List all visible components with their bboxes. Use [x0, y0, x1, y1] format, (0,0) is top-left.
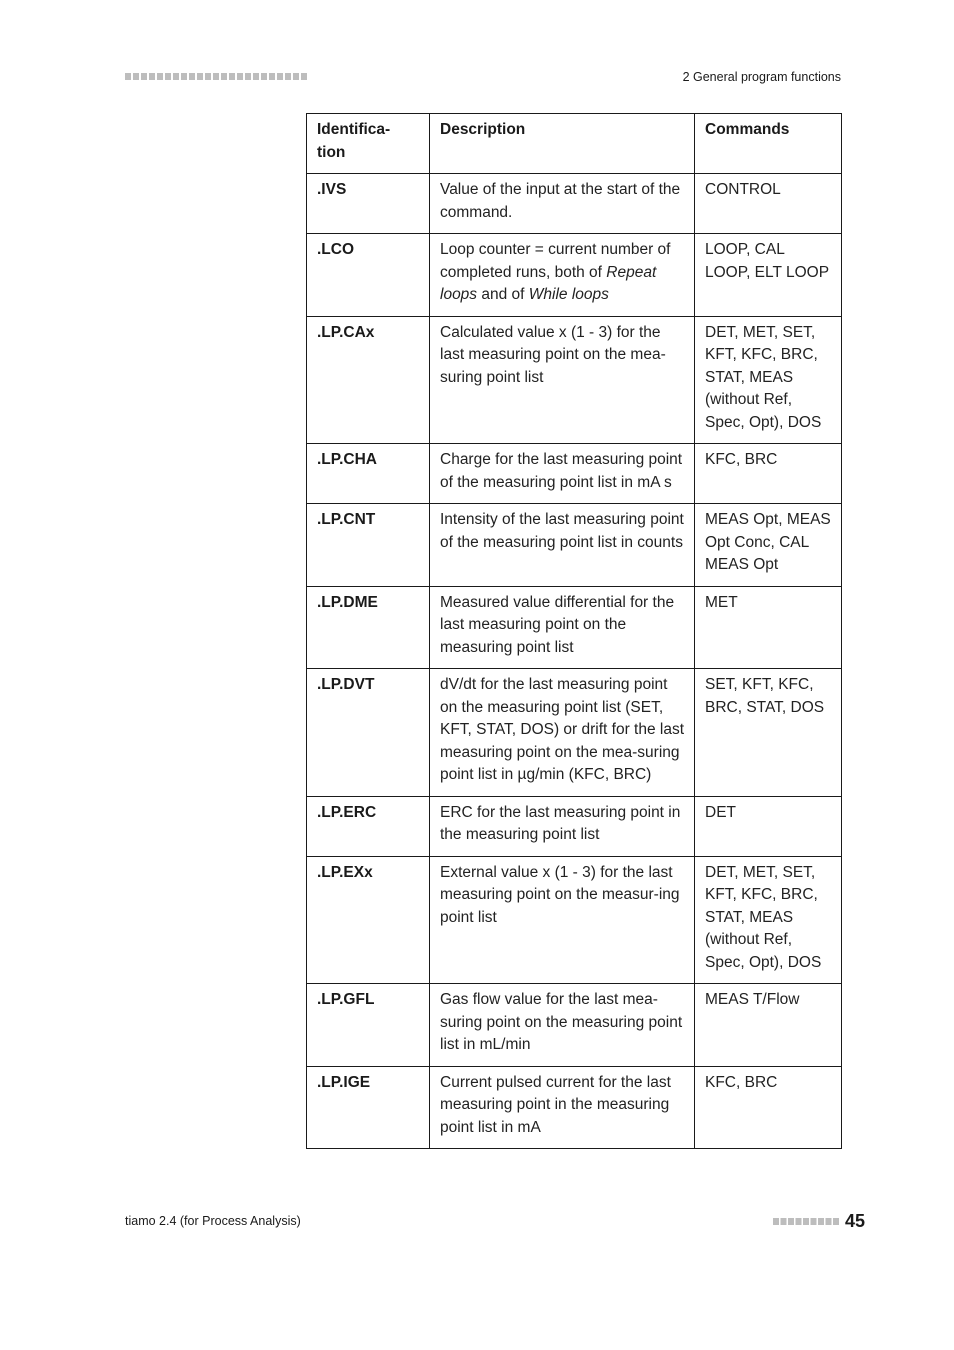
- identification-cell: .LCO: [307, 234, 430, 317]
- description-text: Loop counter = current number of completed runs, both of: [440, 241, 671, 281]
- commands-cell: MEAS T/Flow: [695, 984, 842, 1067]
- commands-cell: MEAS Opt, MEAS Opt Conc, CAL MEAS Opt: [695, 504, 842, 587]
- table-row: [307, 234, 842, 317]
- description-text: dV/dt for the last measuring point on the measuring point list (SET, KFT, STAT, DOS) or drift for the last measuring point on the mea-suring point list in µg/min (KFC, BRC): [440, 676, 685, 783]
- identification-cell: .IVS: [307, 174, 430, 234]
- identification-cell: .LP.GFL: [307, 984, 430, 1067]
- table-row: [307, 444, 842, 504]
- table-row: [307, 174, 842, 234]
- commands-cell: DET: [695, 796, 842, 856]
- description-cell: [430, 316, 695, 444]
- column-header-identification-line2: tion: [317, 143, 346, 161]
- identification-cell: .LP.CNT: [307, 504, 430, 587]
- description-text: and of: [477, 286, 529, 303]
- commands-cell: DET, MET, SET, KFT, KFC, BRC, STAT, MEAS (without Ref, Spec, Opt), DOS: [695, 856, 842, 984]
- table-row: [307, 796, 842, 856]
- description-text: ERC for the last measuring point in the measuring point list: [440, 803, 681, 843]
- table-row: [307, 856, 842, 984]
- column-header-identification-line1: Identifica-: [317, 121, 391, 138]
- commands-cell: SET, KFT, KFC, BRC, STAT, DOS: [695, 669, 842, 797]
- table-row: [307, 504, 842, 587]
- table-header-row: [307, 114, 842, 174]
- description-text: Charge for the last measuring point of the measuring point list in mA s: [440, 451, 683, 491]
- description-cell: [430, 444, 695, 504]
- running-header-section: 2 General program functions: [682, 70, 841, 84]
- identification-cell: .LP.DVT: [307, 669, 430, 797]
- footer-decoration-bar: [773, 1218, 839, 1225]
- commands-cell: MET: [695, 586, 842, 669]
- column-header-identification: [307, 114, 430, 174]
- description-text: Measured value differential for the last measuring point on the measuring point list: [440, 593, 675, 656]
- description-text: Current pulsed current for the last measuring point in the measuring point list in mA: [440, 1073, 671, 1136]
- description-text: External value x (1 - 3) for the last measuring point on the measur-ing point list: [440, 863, 680, 926]
- table-row: [307, 586, 842, 669]
- description-cell: [430, 856, 695, 984]
- identification-cell: .LP.DME: [307, 586, 430, 669]
- identification-cell: .LP.CAx: [307, 316, 430, 444]
- commands-cell: DET, MET, SET, KFT, KFC, BRC, STAT, MEAS (without Ref, Spec, Opt), DOS: [695, 316, 842, 444]
- description-text: Calculated value x (1 - 3) for the last measuring point on the mea-suring point list: [440, 323, 666, 386]
- description-italic-text: Repeat loops: [440, 263, 657, 303]
- column-header-commands: Commands: [695, 114, 842, 174]
- identification-cell: .LP.EXx: [307, 856, 430, 984]
- description-text: Gas flow value for the last mea-suring point on the measuring point list in mL/min: [440, 991, 683, 1053]
- table-row: [307, 669, 842, 797]
- description-cell: [430, 586, 695, 669]
- description-text: Value of the input at the start of the command.: [440, 181, 681, 221]
- table-row: [307, 316, 842, 444]
- identification-cell: .LP.ERC: [307, 796, 430, 856]
- table-row: [307, 984, 842, 1067]
- header-decoration-bar: [125, 73, 307, 80]
- commands-cell: KFC, BRC: [695, 1066, 842, 1149]
- identification-cell: .LP.CHA: [307, 444, 430, 504]
- commands-cell: CONTROL: [695, 174, 842, 234]
- commands-cell: LOOP, CAL LOOP, ELT LOOP: [695, 234, 842, 317]
- footer-product-name: tiamo 2.4 (for Process Analysis): [125, 1214, 301, 1228]
- column-header-description: Description: [430, 114, 695, 174]
- commands-cell: KFC, BRC: [695, 444, 842, 504]
- description-italic-text: While loops: [528, 286, 609, 303]
- description-cell: [430, 984, 695, 1067]
- variables-table: [306, 113, 842, 1149]
- description-cell: [430, 234, 695, 317]
- description-cell: [430, 504, 695, 587]
- description-cell: [430, 174, 695, 234]
- description-text: Intensity of the last measuring point of the measuring point list in counts: [440, 511, 684, 551]
- description-cell: [430, 669, 695, 797]
- identification-cell: .LP.IGE: [307, 1066, 430, 1149]
- table-row: [307, 1066, 842, 1149]
- description-cell: [430, 1066, 695, 1149]
- description-cell: [430, 796, 695, 856]
- page-number: 45: [845, 1211, 866, 1231]
